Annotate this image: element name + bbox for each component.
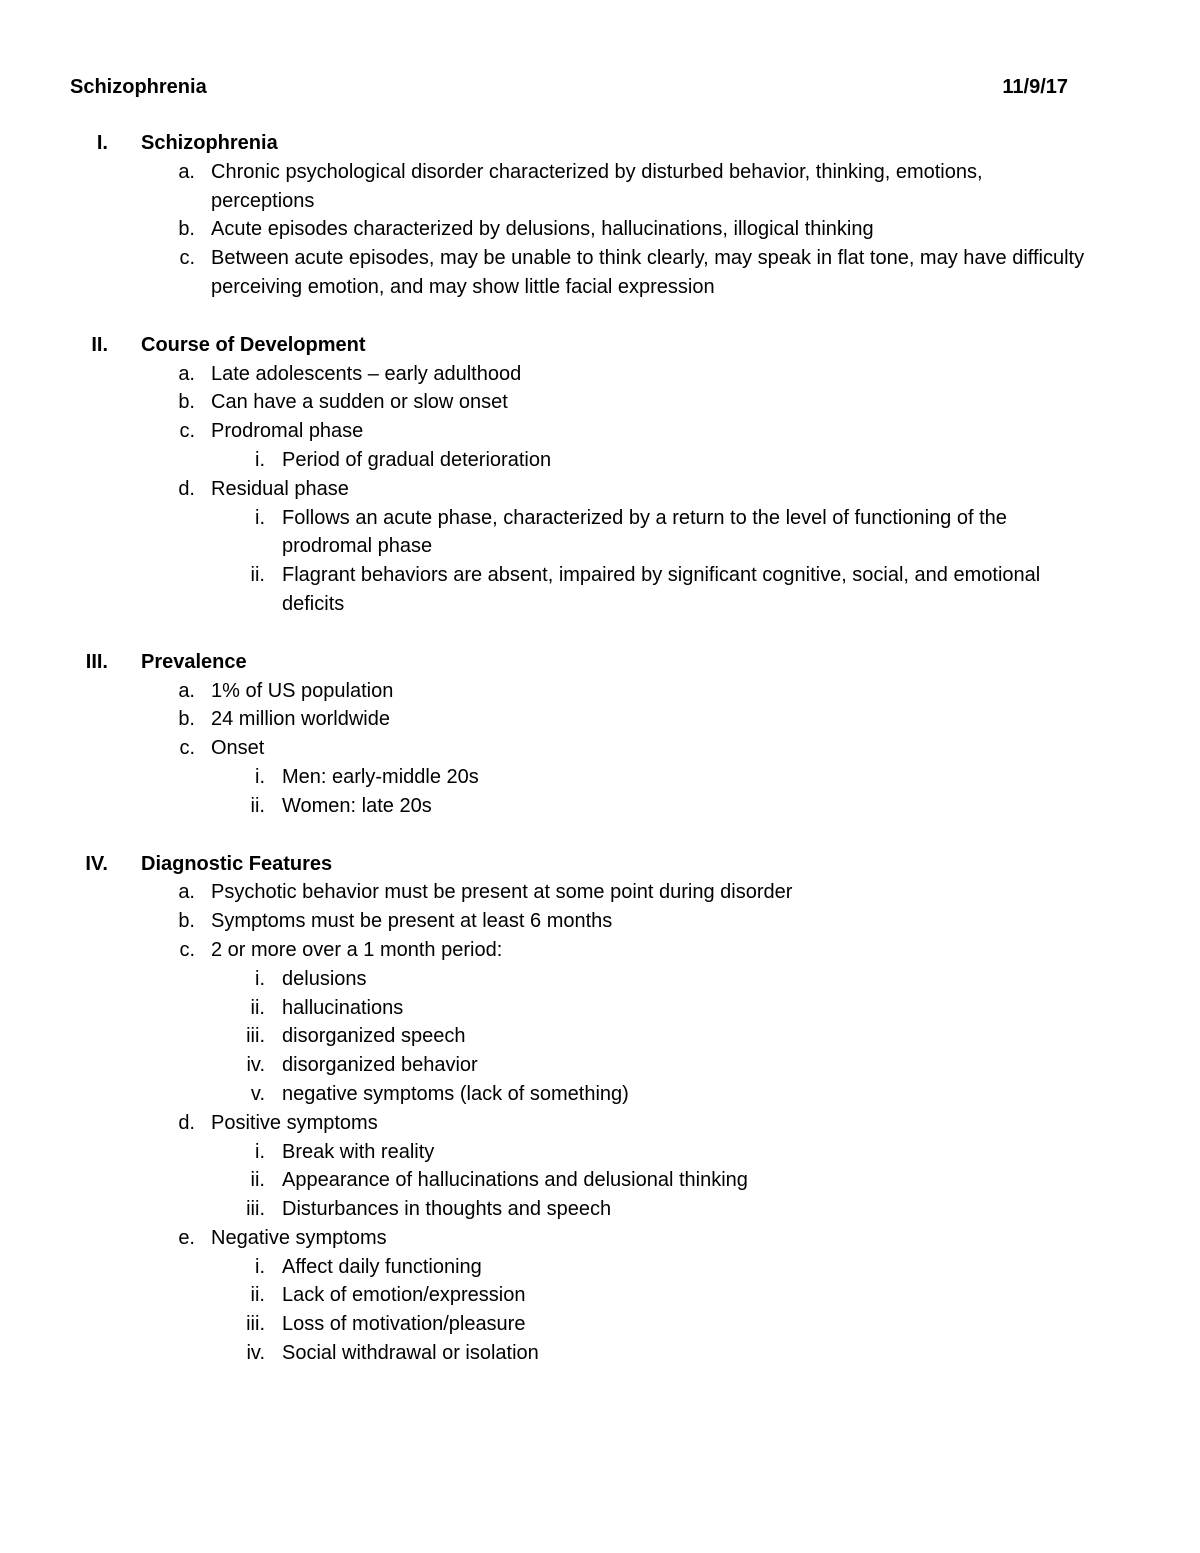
item-letter: a. xyxy=(178,362,195,385)
section-heading xyxy=(0,850,1200,879)
item-text: Residual phase xyxy=(211,477,349,500)
subitem-text: Social withdrawal or isolation xyxy=(282,1342,539,1365)
outline-subitem xyxy=(0,1195,1102,1224)
item-text: Chronic psychological disorder characterized by disturbed behavior, thinking, emotions, perceptions xyxy=(211,160,983,212)
outline-item xyxy=(0,936,1091,965)
subitem-text: hallucinations xyxy=(282,996,404,1019)
subitem-number: i. xyxy=(255,1140,265,1163)
item-text: Prodromal phase xyxy=(211,420,364,443)
subitem-text: Follows an acute phase, characterized by a return to the level of functioning of the prodromal phase xyxy=(282,506,1007,558)
subitem-text: Period of gradual deterioration xyxy=(282,448,552,471)
outline-section xyxy=(0,648,1200,821)
outline-section xyxy=(0,850,1200,1368)
outline-item xyxy=(0,244,1091,302)
subitem-number: v. xyxy=(250,1082,265,1105)
outline-item xyxy=(0,475,1091,504)
subitem-text: disorganized behavior xyxy=(282,1054,478,1077)
subitem-text: negative symptoms (lack of something) xyxy=(282,1082,629,1105)
item-letter: c. xyxy=(179,420,195,443)
item-letter: e. xyxy=(178,1226,195,1249)
outline-subitem xyxy=(0,1080,1102,1109)
item-letter: a. xyxy=(178,881,195,904)
outline-item xyxy=(0,1224,1091,1253)
outline-item xyxy=(0,1109,1091,1138)
section-title: Course of Development xyxy=(141,333,366,356)
outline-subitem xyxy=(0,965,1102,994)
section-heading xyxy=(0,648,1200,677)
subitem-number: ii. xyxy=(250,564,265,587)
outline-subitem xyxy=(0,446,1102,475)
outline-subitem xyxy=(0,792,1102,821)
section-number: IV. xyxy=(85,852,108,875)
subitem-text: delusions xyxy=(282,967,367,990)
outline-subitem xyxy=(0,1253,1102,1282)
item-text: Late adolescents – early adulthood xyxy=(211,362,522,385)
outline-subitem xyxy=(0,994,1102,1023)
outline-item xyxy=(0,158,1091,216)
outline-subitem xyxy=(0,1281,1102,1310)
subitem-text: Disturbances in thoughts and speech xyxy=(282,1198,612,1221)
outline-subitem xyxy=(0,763,1102,792)
subitem-number: i. xyxy=(255,448,265,471)
subitem-text: Loss of motivation/pleasure xyxy=(282,1313,526,1336)
subitem-text: Flagrant behaviors are absent, impaired by significant cognitive, social, and emotional deficits xyxy=(282,564,1041,615)
item-letter: b. xyxy=(178,391,195,414)
subitem-number: ii. xyxy=(250,996,265,1019)
subitem-number: ii. xyxy=(250,1169,265,1192)
subitem-text: disorganized speech xyxy=(282,1025,466,1048)
outline-item xyxy=(0,215,1091,244)
page-header xyxy=(70,72,1068,102)
subitem-number: ii. xyxy=(250,794,265,817)
subitem-number: iii. xyxy=(246,1198,265,1221)
section-number: III. xyxy=(85,650,108,673)
section-title: Diagnostic Features xyxy=(141,852,333,875)
section-number: II. xyxy=(91,333,108,356)
item-text: Can have a sudden or slow onset xyxy=(211,391,508,414)
outline-subitem xyxy=(0,1310,1102,1339)
subitem-number: i. xyxy=(255,1255,265,1278)
section-number: I. xyxy=(96,132,108,154)
outline-subitem xyxy=(0,1166,1102,1195)
outline-section xyxy=(0,129,1200,302)
subitem-text: Appearance of hallucinations and delusional thinking xyxy=(282,1169,748,1192)
item-text: Between acute episodes, may be unable to think clearly, may speak in flat tone, may have difficulty perceiving emotion, and may show little facial expression xyxy=(211,247,1085,298)
item-text: Onset xyxy=(211,737,265,760)
subitem-number: i. xyxy=(255,506,265,529)
item-text: 2 or more over a 1 month period: xyxy=(211,938,503,961)
item-letter: d. xyxy=(178,477,195,500)
item-text: 24 million worldwide xyxy=(211,708,390,731)
outline-subitem xyxy=(0,561,1102,619)
item-letter: b. xyxy=(178,910,195,933)
section-heading xyxy=(0,129,1200,158)
section-heading xyxy=(0,331,1200,360)
document-date: 11/9/17 xyxy=(1002,76,1068,98)
item-letter: b. xyxy=(178,218,195,241)
subitem-number: i. xyxy=(255,765,265,788)
item-letter: a. xyxy=(178,160,195,183)
item-text: Symptoms must be present at least 6 months xyxy=(211,910,613,933)
outline-subitem xyxy=(0,1138,1102,1167)
outline-item xyxy=(0,360,1091,389)
outline-item xyxy=(0,907,1091,936)
document-title: Schizophrenia xyxy=(70,76,207,98)
subitem-text: Affect daily functioning xyxy=(282,1255,482,1278)
section-title: Schizophrenia xyxy=(141,132,278,154)
item-letter: c. xyxy=(179,247,195,270)
item-letter: a. xyxy=(178,679,195,702)
subitem-number: ii. xyxy=(250,1284,265,1307)
subitem-number: iii. xyxy=(246,1313,265,1336)
subitem-text: Men: early-middle 20s xyxy=(282,765,479,788)
subitem-text: Break with reality xyxy=(282,1140,435,1163)
item-text: Acute episodes characterized by delusions, hallucinations, illogical thinking xyxy=(211,218,874,241)
item-letter: d. xyxy=(178,1111,195,1134)
item-text: Psychotic behavior must be present at some point during disorder xyxy=(211,881,793,904)
outline-item xyxy=(0,417,1091,446)
subitem-text: Women: late 20s xyxy=(282,794,432,817)
outline-section xyxy=(0,331,1200,619)
item-text: Negative symptoms xyxy=(211,1226,387,1249)
section-title: Prevalence xyxy=(141,650,247,673)
outline-item xyxy=(0,734,1091,763)
outline-item xyxy=(0,388,1091,417)
outline-subitem xyxy=(0,1051,1102,1080)
outline-item xyxy=(0,878,1091,907)
outline-subitem xyxy=(0,504,1102,562)
outline-item xyxy=(0,705,1091,734)
item-letter: c. xyxy=(179,938,195,961)
subitem-number: i. xyxy=(255,967,265,990)
item-text: Positive symptoms xyxy=(211,1111,378,1134)
subitem-number: iii. xyxy=(246,1025,265,1048)
item-letter: c. xyxy=(179,737,195,760)
subitem-number: iv. xyxy=(246,1342,265,1365)
outline-subitem xyxy=(0,1022,1102,1051)
outline-subitem xyxy=(0,1339,1102,1368)
subitem-number: iv. xyxy=(246,1054,265,1077)
subitem-text: Lack of emotion/expression xyxy=(282,1284,526,1307)
item-letter: b. xyxy=(178,708,195,731)
outline-item xyxy=(0,677,1091,706)
outline xyxy=(0,129,1200,1397)
item-text: 1% of US population xyxy=(211,679,394,702)
